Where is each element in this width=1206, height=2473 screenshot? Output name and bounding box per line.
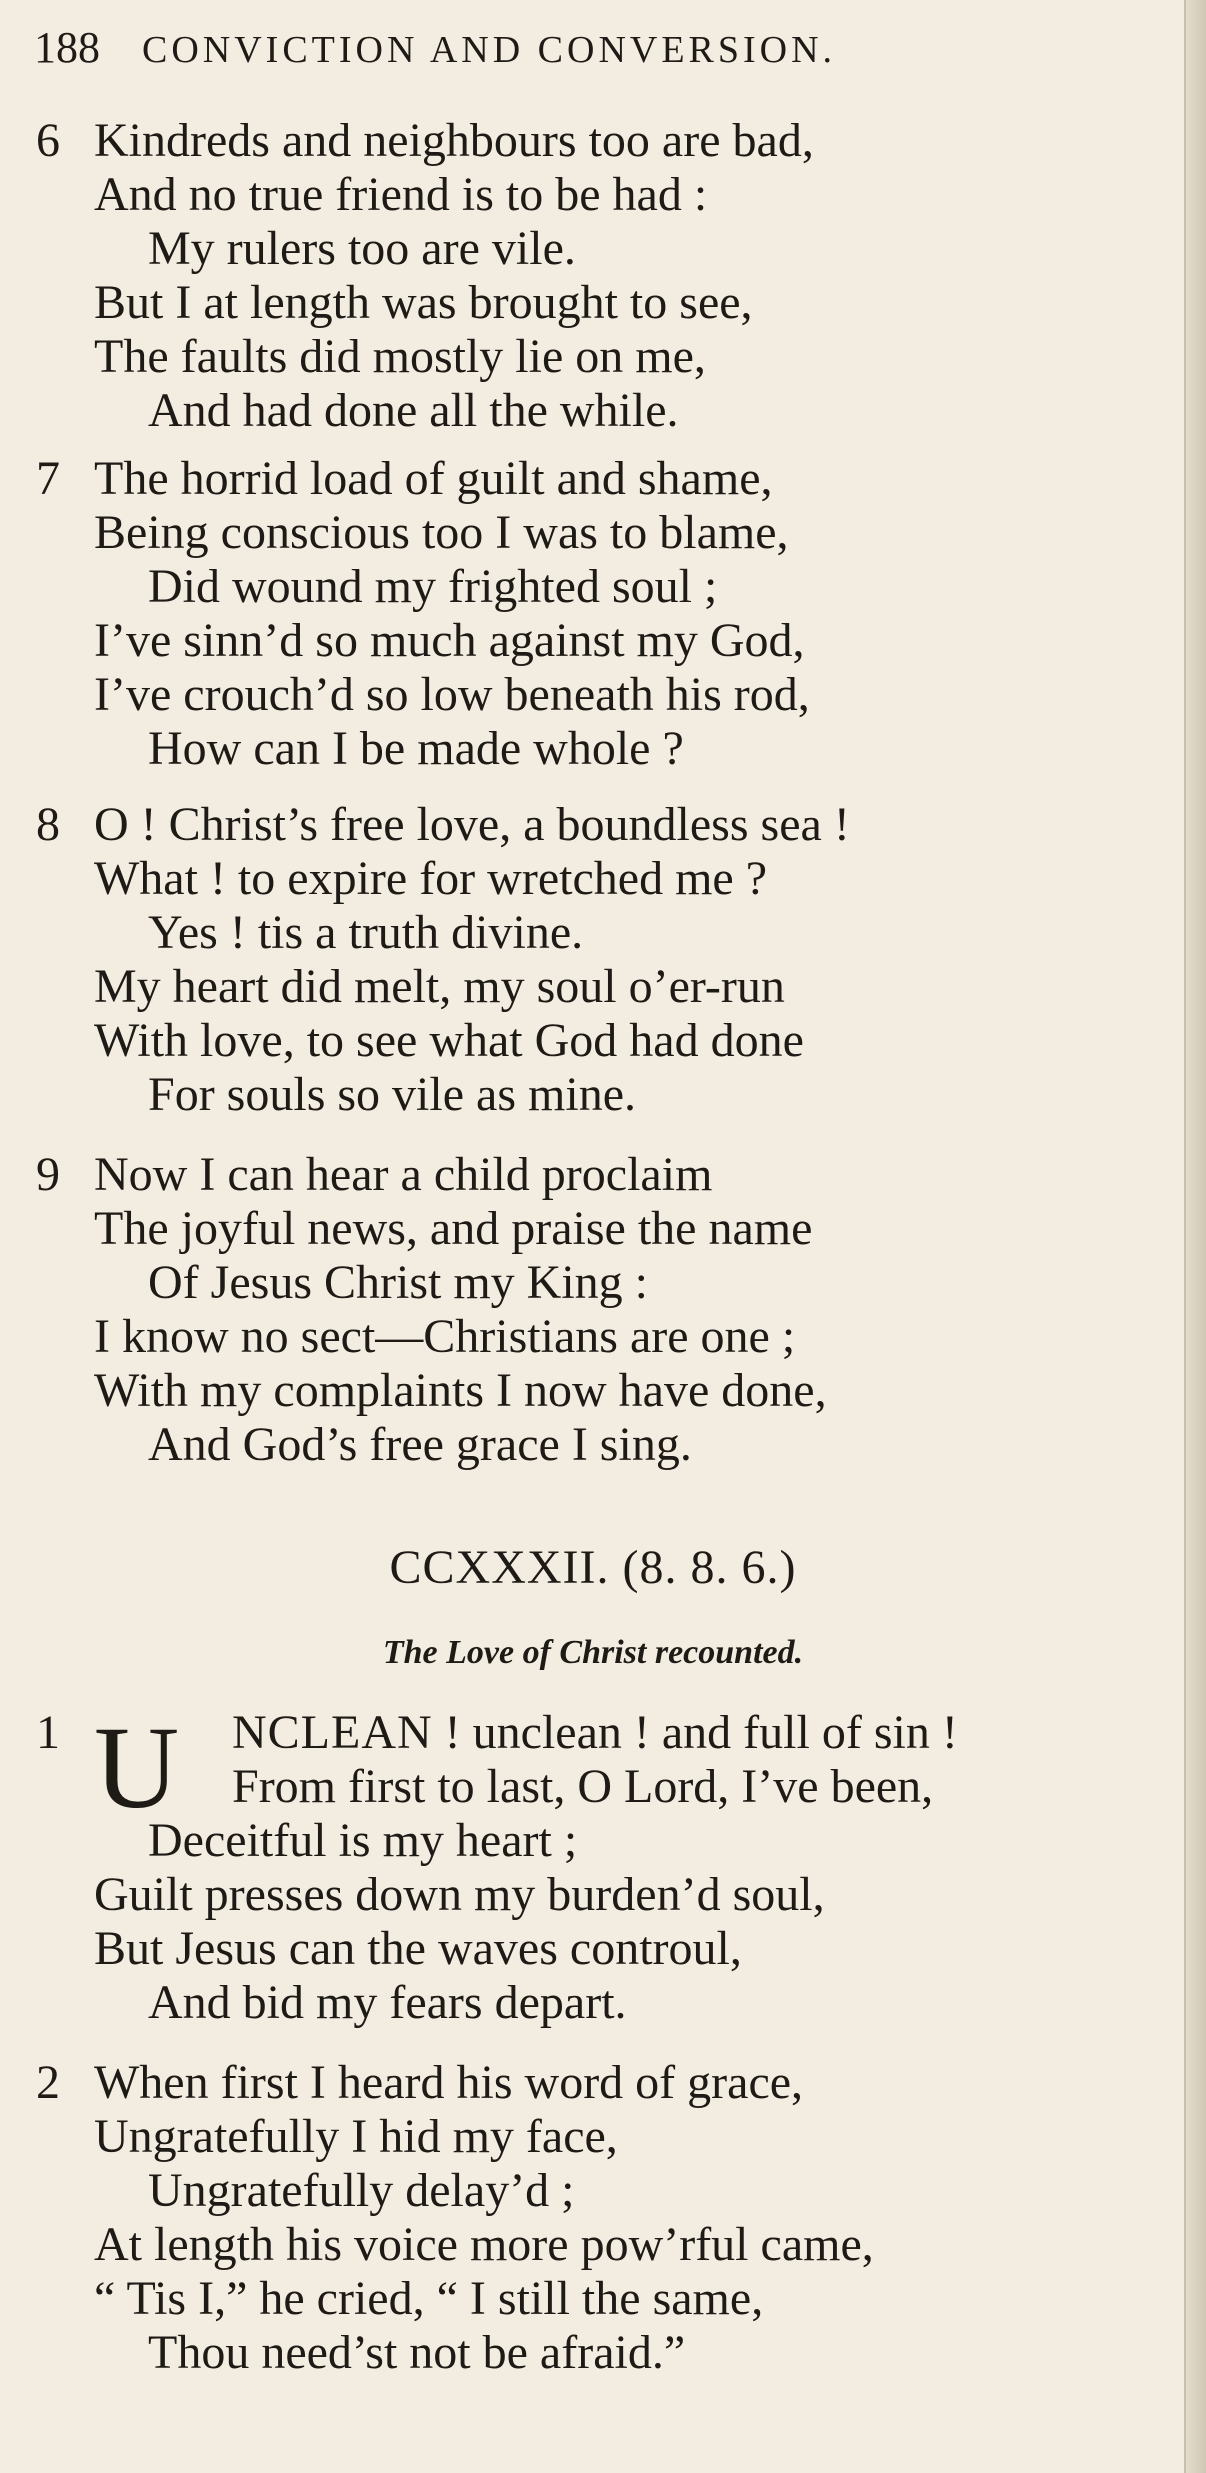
first-word-caps: NCLEAN — [232, 1706, 433, 1759]
verse-number: 1 — [36, 1706, 60, 1759]
verse-number: 2 — [36, 2056, 60, 2109]
verse-line: Ungratefully delay’d ; — [148, 2164, 575, 2217]
verse-number: 8 — [36, 798, 60, 851]
verse-line: And no true friend is to be had : — [94, 168, 708, 221]
hymn-ccxxxii-verse-1 — [0, 1702, 1186, 2030]
verse-number: 9 — [36, 1148, 60, 1201]
hymn-previous-verse-7 — [0, 452, 1186, 776]
verse-8 — [0, 798, 1186, 1122]
verse-line: At length his voice more pow’rful came, — [94, 2218, 874, 2271]
verse-2 — [0, 2056, 1186, 2380]
verse-line: Did wound my frighted soul ; — [148, 560, 718, 613]
page-edge — [1184, 0, 1206, 2473]
verse-number: 7 — [36, 452, 60, 505]
verse-line: I’ve crouch’d so low beneath his rod, — [94, 668, 810, 721]
verse-line: From first to last, O Lord, I’ve been, — [232, 1760, 934, 1813]
verse-line: I’ve sinn’d so much against my God, — [94, 614, 805, 667]
verse-line: I know no sect—Christians are one ; — [94, 1310, 796, 1363]
verse-line: My rulers too are vile. — [148, 222, 576, 275]
verse-line: What ! to expire for wretched me ? — [94, 852, 768, 905]
verse-line: And God’s free grace I sing. — [148, 1418, 692, 1471]
verse-line: But Jesus can the waves controul, — [94, 1922, 742, 1975]
verse-line: And bid my fears depart. — [148, 1976, 627, 2029]
hymn-previous — [0, 114, 1186, 438]
verse-line: With love, to see what God had done — [94, 1014, 804, 1067]
drop-cap: U — [94, 1702, 180, 1833]
verse-line: Being conscious too I was to blame, — [94, 506, 789, 559]
verse-line: Now I can hear a child proclaim — [94, 1148, 713, 1201]
verse-line: Deceitful is my heart ; — [148, 1814, 578, 1867]
verse-line: The horrid load of guilt and shame, — [94, 452, 773, 505]
verse-line: And had done all the while. — [148, 384, 679, 437]
verse-line: My heart did melt, my soul o’er-run — [94, 960, 785, 1013]
verse-line: “ Tis I,” he cried, “ I still the same, — [94, 2272, 764, 2325]
verse-line: But I at length was brought to see, — [94, 276, 753, 329]
verse-line: Of Jesus Christ my King : — [148, 1256, 649, 1309]
hymn-previous-verse-8 — [0, 798, 1186, 1122]
verse-line: The faults did mostly lie on me, — [94, 330, 706, 383]
verse-line: O ! Christ’s free love, a boundless sea ! — [94, 798, 850, 851]
verse-line: Thou need’st not be afraid.” — [148, 2326, 686, 2379]
verse-line: Yes ! tis a truth divine. — [148, 906, 584, 959]
page-header — [34, 22, 836, 82]
hymn-previous-verse-9 — [0, 1148, 1186, 1472]
verse-line: Ungratefully I hid my face, — [94, 2110, 618, 2163]
verse-line: The joyful news, and praise the name — [94, 1202, 813, 1255]
verse-number: 6 — [36, 114, 60, 167]
verse-line: Kindreds and neighbours too are bad, — [94, 114, 814, 167]
verse-line: For souls so vile as mine. — [148, 1068, 636, 1121]
hymn-heading: CCXXXII. (8. 8. 6.) — [389, 1541, 797, 1594]
verse-line: Guilt presses down my burden’d soul, — [94, 1868, 825, 1921]
first-line-rest: ! unclean ! and full of sin ! — [432, 1706, 958, 1759]
verse-6 — [0, 114, 1186, 438]
verse-7 — [0, 452, 1186, 776]
page-number: 188 — [34, 23, 100, 72]
verse-1 — [0, 1702, 1186, 2030]
verse-line: How can I be made whole ? — [148, 722, 684, 775]
hymn-ccxxxii-verse-2 — [0, 2056, 1186, 2380]
hymn-subtitle: The Love of Christ recounted. — [382, 1634, 804, 1671]
running-title: CONVICTION AND CONVERSION. — [142, 29, 837, 71]
verse-line: With my complaints I now have done, — [94, 1364, 827, 1417]
verse-line: When first I heard his word of grace, — [94, 2056, 804, 2109]
verse-9 — [0, 1148, 1186, 1472]
